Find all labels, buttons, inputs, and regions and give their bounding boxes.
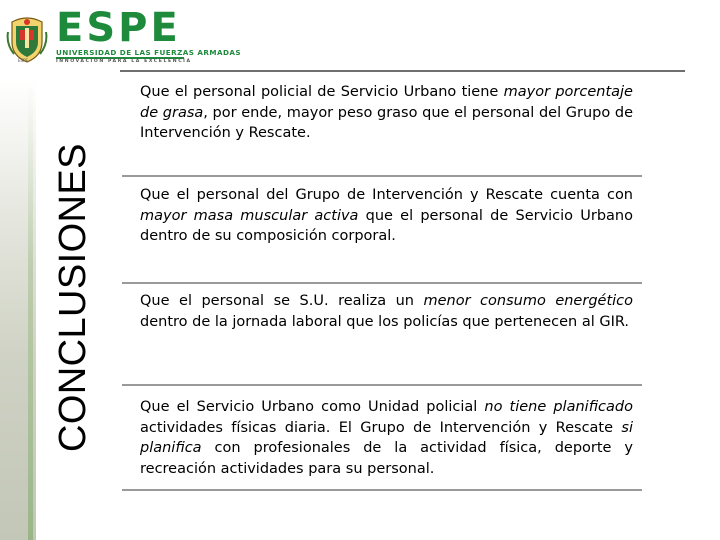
- emphasis-text: no tiene planificado: [484, 399, 633, 415]
- body-text: que el personal de Servicio Urbano dentro de su composición corporal.: [140, 207, 633, 244]
- conclusion-item: [122, 397, 642, 479]
- body-text: Que el Servicio Urbano como Unidad policial: [140, 399, 485, 415]
- emphasis-text: si planifica: [140, 419, 633, 456]
- conclusion-item: [122, 291, 642, 332]
- item-divider: [122, 175, 642, 177]
- item-divider: [122, 384, 642, 386]
- conclusion-item: [122, 82, 642, 144]
- logo-tagline: INNOVACIÓN PARA LA EXCELENCIA: [56, 59, 192, 64]
- espe-logo: [56, 5, 242, 66]
- header: [0, 0, 720, 72]
- side-decoration-accent: [28, 80, 33, 540]
- emphasis-text: mayor porcentaje de grasa: [140, 84, 633, 121]
- logo-word: ESPE: [56, 5, 181, 51]
- body-text: , por ende, mayor peso graso que el personal del Grupo de Intervención y Rescate.: [140, 104, 634, 141]
- body-text: Que el personal del Grupo de Intervención y Rescate cuenta con: [140, 187, 633, 203]
- logo-university-name: UNIVERSIDAD DE LAS FUERZAS ARMADAS: [56, 48, 242, 57]
- crest-caption: ESPE: [18, 58, 29, 63]
- body-text: actividades físicas diaria. El Grupo de Intervención y Rescate: [140, 419, 622, 436]
- emphasis-text: mayor masa muscular activa: [140, 207, 359, 224]
- page-title: CONCLUSIONES: [52, 143, 94, 452]
- body-text: Que el personal se S.U. realiza un: [140, 293, 424, 309]
- conclusion-text: [122, 185, 642, 247]
- body-text: con profesionales de la actividad física, deporte y recreación actividades para su personal.: [140, 440, 633, 477]
- emphasis-text: menor consumo energético: [423, 293, 633, 309]
- conclusion-item: [122, 185, 642, 247]
- item-divider: [122, 282, 642, 284]
- conclusion-text: [122, 82, 642, 144]
- item-divider: [122, 489, 642, 491]
- university-crest-icon: [6, 14, 48, 64]
- header-divider: [120, 70, 685, 72]
- conclusion-text: [122, 291, 642, 332]
- body-text: Que el personal policial de Servicio Urbano tiene: [140, 84, 504, 100]
- conclusion-text: [122, 397, 642, 479]
- body-text: dentro de la jornada laboral que los policías que pertenecen al GIR.: [140, 313, 630, 330]
